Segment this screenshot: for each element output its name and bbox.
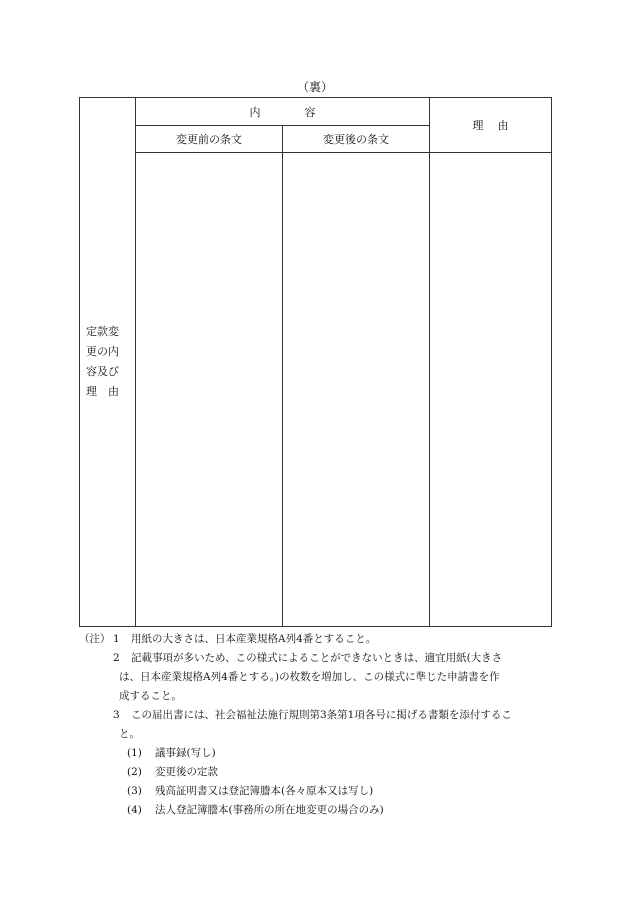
attachment-item-2 <box>127 763 555 782</box>
row-label-cell <box>80 98 136 627</box>
page-side-label: （裏） <box>296 80 333 94</box>
attachment-item-4 <box>127 801 555 820</box>
notes-section <box>79 630 555 820</box>
header-before: 変更前の条文 <box>136 126 283 153</box>
header-after: 変更後の条文 <box>283 126 430 153</box>
attachment-text: 変更後の定款 <box>155 766 218 778</box>
attachment-item-1 <box>127 744 555 763</box>
row-label-line-2: 更の内 <box>86 345 119 358</box>
attachment-number: (4) <box>127 804 142 816</box>
note-text-line-2: と。 <box>119 728 140 740</box>
note-number: 2 <box>113 652 120 664</box>
row-label-line-4: 理 由 <box>86 385 119 398</box>
header-reason: 理由 <box>430 98 552 153</box>
note-number: 1 <box>113 633 120 645</box>
attachment-text: 法人登記簿謄本(事務所の所在地変更の場合のみ) <box>155 804 384 816</box>
note-text-line-3: 成すること。 <box>119 690 182 702</box>
note-text-line-2: は、日本産業規格A列4番とする。)の枚数を増加し、この様式に準じた申請書を作 <box>119 671 500 683</box>
attachment-number: (2) <box>127 766 142 778</box>
header-content: 内容 <box>136 98 430 126</box>
attachment-text: 議事録(写し) <box>155 747 216 759</box>
note-text-line-1: この届出書には、社会福祉法施行規則第3条第1項各号に掲げる書類を添付するこ <box>131 709 512 721</box>
row-label-line-1: 定款変 <box>86 325 119 338</box>
row-label-line-3: 容及び <box>86 365 119 378</box>
note-text: 用紙の大きさは、日本産業規格A列4番とすること。 <box>131 633 377 645</box>
note-number: 3 <box>113 709 120 721</box>
before-text-area[interactable] <box>136 153 283 627</box>
amendment-table <box>79 97 552 627</box>
reason-text-area[interactable] <box>430 153 552 627</box>
after-text-area[interactable] <box>283 153 430 627</box>
notes-intro-label: （注） <box>79 633 111 645</box>
attachment-text: 残高証明書又は登記簿謄本(各々原本又は写し) <box>155 785 374 797</box>
note-item-1 <box>79 630 555 649</box>
note-item-3 <box>79 706 555 725</box>
attachment-item-3 <box>127 782 555 801</box>
note-item-2 <box>79 649 555 668</box>
attachment-number: (3) <box>127 785 142 797</box>
attachment-number: (1) <box>127 747 142 759</box>
note-text-line-1: 記載事項が多いため、この様式によることができないときは、適宜用紙(大きさ <box>131 652 503 664</box>
